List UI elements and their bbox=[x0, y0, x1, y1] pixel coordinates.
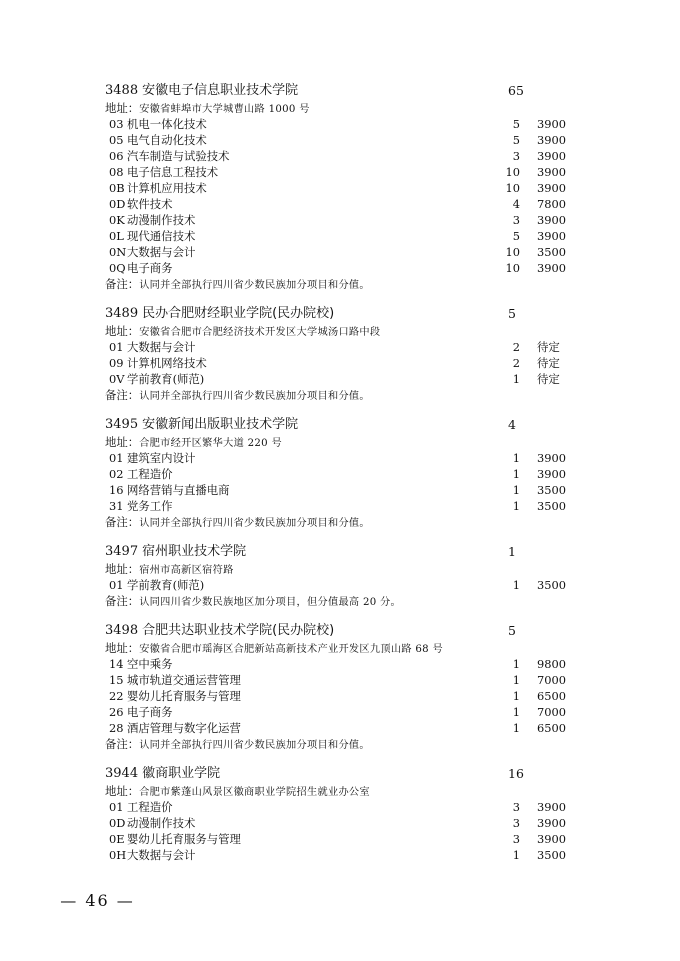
major-row bbox=[105, 831, 585, 847]
major-code: 0B bbox=[109, 181, 125, 195]
school-code: 3944 bbox=[105, 766, 139, 781]
major-code: 05 bbox=[109, 133, 124, 147]
school-total-plan: 1 bbox=[508, 544, 516, 559]
major-name: 学前教育(师范) bbox=[127, 372, 205, 386]
major-tuition: 3900 bbox=[537, 800, 566, 814]
major-tuition: 7000 bbox=[537, 673, 566, 687]
major-name: 软件技术 bbox=[127, 197, 173, 211]
major-row bbox=[105, 164, 585, 180]
major-tuition: 3500 bbox=[537, 578, 566, 592]
school-header bbox=[105, 305, 585, 323]
school-block bbox=[105, 416, 585, 530]
major-name: 婴幼儿托育服务与管理 bbox=[127, 689, 241, 703]
major-row bbox=[105, 847, 585, 863]
major-row bbox=[105, 228, 585, 244]
major-name: 电子商务 bbox=[127, 261, 173, 275]
major-tuition: 3500 bbox=[537, 483, 566, 497]
major-row bbox=[105, 498, 585, 514]
major-tuition: 3900 bbox=[537, 133, 566, 147]
major-name: 计算机网络技术 bbox=[127, 356, 207, 370]
major-plan-count: 3 bbox=[512, 832, 520, 846]
note-label: 备注： bbox=[105, 515, 140, 529]
major-code: 08 bbox=[109, 165, 124, 179]
major-plan-count: 3 bbox=[512, 213, 520, 227]
school-code: 3497 bbox=[105, 544, 139, 559]
major-code: 03 bbox=[109, 117, 124, 131]
major-plan-count: 1 bbox=[512, 689, 520, 703]
major-tuition: 3500 bbox=[537, 848, 566, 862]
major-code: 06 bbox=[109, 149, 124, 163]
major-plan-count: 1 bbox=[512, 848, 520, 862]
major-plan-count: 1 bbox=[512, 483, 520, 497]
major-name: 大数据与会计 bbox=[127, 245, 196, 259]
major-plan-count: 10 bbox=[505, 181, 520, 195]
note-label: 备注： bbox=[105, 277, 140, 291]
major-tuition: 待定 bbox=[537, 340, 560, 354]
major-tuition: 6500 bbox=[537, 721, 566, 735]
school-header bbox=[105, 416, 585, 434]
major-name: 学前教育(师范) bbox=[127, 578, 205, 592]
major-tuition: 待定 bbox=[537, 372, 560, 386]
major-plan-count: 10 bbox=[505, 245, 520, 259]
major-code: 01 bbox=[109, 800, 124, 814]
address-text: 宿州市高新区宿符路 bbox=[139, 565, 234, 576]
page-number: — 46 — bbox=[60, 891, 135, 910]
address-text: 合肥市经开区繁华大道 220 号 bbox=[139, 438, 282, 449]
major-row bbox=[105, 244, 585, 260]
major-name: 计算机应用技术 bbox=[127, 181, 207, 195]
major-tuition: 待定 bbox=[537, 356, 560, 370]
major-name: 空中乘务 bbox=[127, 657, 173, 671]
major-plan-count: 1 bbox=[512, 721, 520, 735]
school-note bbox=[105, 593, 585, 609]
major-code: 0K bbox=[109, 213, 125, 227]
major-plan-count: 1 bbox=[512, 657, 520, 671]
major-code: 0V bbox=[109, 372, 125, 386]
school-block bbox=[105, 543, 585, 609]
school-header bbox=[105, 543, 585, 561]
major-code: 09 bbox=[109, 356, 124, 370]
school-address bbox=[105, 100, 585, 116]
major-code: 26 bbox=[109, 705, 124, 719]
major-row bbox=[105, 466, 585, 482]
school-address bbox=[105, 434, 585, 450]
major-code: 31 bbox=[109, 499, 124, 513]
major-name: 党务工作 bbox=[127, 499, 173, 513]
note-text: 认同并全部执行四川省少数民族加分项目和分值。 bbox=[139, 280, 370, 291]
note-label: 备注： bbox=[105, 737, 140, 751]
school-header bbox=[105, 622, 585, 640]
address-text: 安徽省蚌埠市大学城曹山路 1000 号 bbox=[139, 104, 310, 115]
admission-list bbox=[105, 82, 585, 876]
address-label: 地址： bbox=[105, 641, 140, 655]
major-name: 工程造价 bbox=[127, 800, 173, 814]
school-note bbox=[105, 514, 585, 530]
school-header bbox=[105, 82, 585, 100]
major-plan-count: 1 bbox=[512, 499, 520, 513]
address-label: 地址： bbox=[105, 562, 140, 576]
address-label: 地址： bbox=[105, 101, 140, 115]
school-code: 3489 bbox=[105, 306, 139, 321]
major-row bbox=[105, 482, 585, 498]
major-code: 14 bbox=[109, 657, 124, 671]
major-plan-count: 4 bbox=[512, 197, 520, 211]
major-name: 动漫制作技术 bbox=[127, 816, 196, 830]
major-name: 大数据与会计 bbox=[127, 848, 196, 862]
major-row bbox=[105, 799, 585, 815]
school-total-plan: 4 bbox=[508, 417, 516, 432]
major-code: 0H bbox=[109, 848, 127, 862]
major-tuition: 3900 bbox=[537, 165, 566, 179]
major-tuition: 3900 bbox=[537, 117, 566, 131]
major-name: 电子信息工程技术 bbox=[127, 165, 219, 179]
major-row bbox=[105, 260, 585, 276]
school-address bbox=[105, 640, 585, 656]
major-code: 28 bbox=[109, 721, 124, 735]
school-name: 民办合肥财经职业学院(民办院校) bbox=[142, 306, 335, 321]
major-tuition: 3900 bbox=[537, 816, 566, 830]
major-code: 15 bbox=[109, 673, 124, 687]
note-label: 备注： bbox=[105, 594, 140, 608]
major-tuition: 3900 bbox=[537, 832, 566, 846]
major-row bbox=[105, 688, 585, 704]
major-row bbox=[105, 355, 585, 371]
major-row bbox=[105, 815, 585, 831]
major-code: 0L bbox=[109, 229, 124, 243]
major-plan-count: 1 bbox=[512, 451, 520, 465]
major-code: 0E bbox=[109, 832, 125, 846]
major-name: 电气自动化技术 bbox=[127, 133, 207, 147]
major-tuition: 3900 bbox=[537, 261, 566, 275]
major-row bbox=[105, 672, 585, 688]
major-code: 01 bbox=[109, 578, 124, 592]
major-tuition: 7800 bbox=[537, 197, 566, 211]
major-plan-count: 2 bbox=[512, 340, 520, 354]
school-header bbox=[105, 765, 585, 783]
school-note bbox=[105, 387, 585, 403]
major-row bbox=[105, 212, 585, 228]
major-code: 0D bbox=[109, 197, 126, 211]
major-code: 01 bbox=[109, 340, 124, 354]
major-name: 网络营销与直播电商 bbox=[127, 483, 230, 497]
address-label: 地址： bbox=[105, 324, 140, 338]
address-label: 地址： bbox=[105, 435, 140, 449]
note-text: 认同并全部执行四川省少数民族加分项目和分值。 bbox=[139, 518, 370, 529]
major-row bbox=[105, 577, 585, 593]
major-row bbox=[105, 339, 585, 355]
major-row bbox=[105, 450, 585, 466]
major-plan-count: 1 bbox=[512, 578, 520, 592]
school-name: 安徽电子信息职业技术学院 bbox=[142, 83, 299, 98]
major-name: 汽车制造与试验技术 bbox=[127, 149, 230, 163]
major-plan-count: 5 bbox=[512, 229, 520, 243]
major-row bbox=[105, 180, 585, 196]
note-text: 认同并全部执行四川省少数民族加分项目和分值。 bbox=[139, 740, 370, 751]
address-text: 合肥市紫蓬山风景区徽商职业学院招生就业办公室 bbox=[139, 787, 370, 798]
school-name: 宿州职业技术学院 bbox=[142, 544, 247, 559]
school-total-plan: 65 bbox=[508, 83, 524, 98]
major-row bbox=[105, 148, 585, 164]
major-plan-count: 3 bbox=[512, 149, 520, 163]
major-name: 酒店管理与数字化运营 bbox=[127, 721, 241, 735]
major-tuition: 7000 bbox=[537, 705, 566, 719]
major-tuition: 3900 bbox=[537, 213, 566, 227]
school-name: 徽商职业学院 bbox=[142, 766, 221, 781]
major-plan-count: 10 bbox=[505, 261, 520, 275]
major-plan-count: 3 bbox=[512, 816, 520, 830]
major-name: 城市轨道交通运营管理 bbox=[127, 673, 241, 687]
major-tuition: 3900 bbox=[537, 451, 566, 465]
school-block bbox=[105, 305, 585, 403]
major-code: 0Q bbox=[109, 261, 126, 275]
note-label: 备注： bbox=[105, 388, 140, 402]
major-name: 大数据与会计 bbox=[127, 340, 196, 354]
major-row bbox=[105, 116, 585, 132]
major-code: 0D bbox=[109, 816, 126, 830]
major-plan-count: 5 bbox=[512, 117, 520, 131]
major-tuition: 3500 bbox=[537, 245, 566, 259]
major-code: 02 bbox=[109, 467, 124, 481]
major-row bbox=[105, 656, 585, 672]
major-code: 22 bbox=[109, 689, 124, 703]
school-code: 3488 bbox=[105, 83, 139, 98]
school-note bbox=[105, 276, 585, 292]
major-code: 16 bbox=[109, 483, 124, 497]
major-tuition: 3500 bbox=[537, 499, 566, 513]
school-block bbox=[105, 82, 585, 292]
major-tuition: 3900 bbox=[537, 467, 566, 481]
school-code: 3495 bbox=[105, 417, 139, 432]
note-text: 认同四川省少数民族地区加分项目，但分值最高 20 分。 bbox=[139, 597, 402, 608]
major-code: 01 bbox=[109, 451, 124, 465]
school-address bbox=[105, 323, 585, 339]
address-text: 安徽省合肥市瑶海区合肥新站高新技术产业开发区九顶山路 68 号 bbox=[139, 644, 443, 655]
school-block bbox=[105, 622, 585, 752]
address-label: 地址： bbox=[105, 784, 140, 798]
address-text: 安徽省合肥市合肥经济技术开发区大学城汤口路中段 bbox=[139, 327, 381, 338]
major-row bbox=[105, 720, 585, 736]
major-name: 动漫制作技术 bbox=[127, 213, 196, 227]
major-plan-count: 2 bbox=[512, 356, 520, 370]
major-row bbox=[105, 704, 585, 720]
major-tuition: 6500 bbox=[537, 689, 566, 703]
major-tuition: 9800 bbox=[537, 657, 566, 671]
major-tuition: 3900 bbox=[537, 149, 566, 163]
major-name: 工程造价 bbox=[127, 467, 173, 481]
school-total-plan: 5 bbox=[508, 623, 516, 638]
major-plan-count: 10 bbox=[505, 165, 520, 179]
major-plan-count: 1 bbox=[512, 673, 520, 687]
major-row bbox=[105, 132, 585, 148]
major-name: 机电一体化技术 bbox=[127, 117, 207, 131]
school-name: 安徽新闻出版职业技术学院 bbox=[142, 417, 299, 432]
note-text: 认同并全部执行四川省少数民族加分项目和分值。 bbox=[139, 391, 370, 402]
major-tuition: 3900 bbox=[537, 229, 566, 243]
major-tuition: 3900 bbox=[537, 181, 566, 195]
major-code: 0N bbox=[109, 245, 127, 259]
school-total-plan: 16 bbox=[508, 766, 524, 781]
major-plan-count: 5 bbox=[512, 133, 520, 147]
major-name: 电子商务 bbox=[127, 705, 173, 719]
major-name: 婴幼儿托育服务与管理 bbox=[127, 832, 241, 846]
school-address bbox=[105, 561, 585, 577]
major-row bbox=[105, 196, 585, 212]
major-plan-count: 1 bbox=[512, 372, 520, 386]
major-row bbox=[105, 371, 585, 387]
major-plan-count: 1 bbox=[512, 467, 520, 481]
school-code: 3498 bbox=[105, 623, 139, 638]
major-name: 建筑室内设计 bbox=[127, 451, 196, 465]
school-name: 合肥共达职业技术学院(民办院校) bbox=[142, 623, 335, 638]
major-plan-count: 3 bbox=[512, 800, 520, 814]
major-name: 现代通信技术 bbox=[127, 229, 196, 243]
school-note bbox=[105, 736, 585, 752]
major-plan-count: 1 bbox=[512, 705, 520, 719]
school-total-plan: 5 bbox=[508, 306, 516, 321]
school-block bbox=[105, 765, 585, 863]
school-address bbox=[105, 783, 585, 799]
